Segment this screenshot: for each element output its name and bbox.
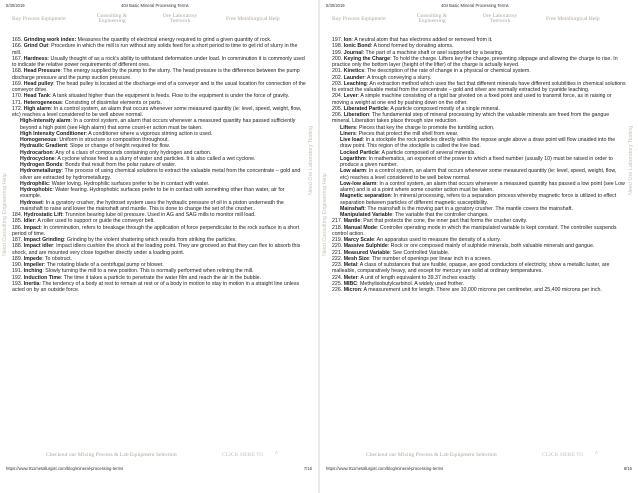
nav-free-metallurgical-help[interactable]: Free Metallurgical Help	[226, 16, 280, 22]
term-name: Mesh Size	[343, 255, 370, 262]
term-definition: : In a control system, an alarm that occurs whenever some measured quantity (ie: level, speed, weight, flow, etc) reaches a level considered to be well below normal.	[340, 168, 617, 181]
term-name: High alarm	[23, 105, 51, 112]
term-number: 206.	[332, 112, 343, 118]
print-header	[6, 3, 312, 11]
term-definition: : Slowly turning the mill to a new position. This is normally performed when relining the mill.	[42, 268, 254, 275]
term-definition: : Procedure in which the mill is run without any solids feed for a short period to time to get rid of slurry in the mill.	[12, 43, 298, 56]
term-number: 198.	[332, 43, 343, 50]
term-number: 169.	[12, 80, 23, 87]
nav-buy-process-equipment[interactable]: Buy Process Equipment	[12, 16, 66, 22]
term-name: Kinetics	[343, 68, 365, 75]
term-name: Grind Out	[23, 43, 49, 50]
page-7	[0, 0, 318, 493]
term-number: 168.	[12, 68, 23, 75]
side-tab-laboratory[interactable]: Need Ore Laboratory Testing	[308, 125, 314, 195]
term-entry	[332, 225, 626, 238]
term-entry	[332, 81, 626, 94]
term-definition: Measures the quantity of electrical energy required to grind a given quantity of rock.	[76, 37, 272, 43]
side-tab-laboratory[interactable]: Need Ore Laboratory Testing	[628, 125, 634, 195]
term-name: Liners	[340, 130, 356, 137]
term-name: Head Pressure	[23, 68, 61, 75]
term-name: Hydrophobic	[20, 187, 53, 193]
term-number: 193.	[12, 280, 23, 287]
term-entry	[332, 137, 626, 150]
term-name: Locked Particle	[340, 149, 379, 156]
term-name: Measured Variable	[343, 249, 390, 256]
term-definition: : Impact idlers cushion the shock at the loading point. They are grooved so that they can flex to absorb this shock, and are mounted very close together directly under a loading point.	[12, 243, 301, 256]
term-name: Low alarm	[340, 168, 366, 175]
term-definition: : A trough conveying a slurry.	[364, 74, 432, 81]
term-definition: : The variable that the controller changes.	[392, 212, 489, 218]
term-name: Grinding work index:	[23, 37, 77, 43]
term-name: Hydrocarbon	[20, 149, 53, 156]
print-date: 5/30/2019	[6, 3, 25, 8]
print-footer	[6, 466, 312, 474]
term-number: 170.	[12, 93, 23, 100]
term-entry	[12, 225, 306, 238]
term-number: 204.	[332, 93, 343, 100]
term-name: Meter	[343, 274, 358, 281]
term-definition: : The description of the rate of change in a physical or chemical system.	[364, 68, 531, 75]
cta-click-here[interactable]: CLICK HERE TO	[542, 452, 584, 458]
print-url: https://www.911metallurgist.com/blog/mineral-processing-terms	[326, 466, 444, 471]
term-name: Logarithm	[340, 155, 366, 162]
nav-consulting-engineering[interactable]: Consulting & Engineering	[96, 13, 128, 25]
term-number: 187.	[12, 237, 23, 243]
terms-entries	[12, 37, 306, 293]
term-number: 202.	[332, 74, 343, 81]
term-name: Massive Sulphide	[343, 243, 388, 250]
term-entry	[12, 68, 306, 81]
term-definition: : In a control system, an alarm that occurs whenever some measured quantity (ie: level, speed, weight, flow, etc) reaches a level considered to be well above normal.	[12, 105, 302, 118]
site-nav	[320, 12, 638, 28]
term-name: High-intensity alarm	[20, 118, 71, 125]
term-definition: : Slope or change of height required for flow.	[66, 143, 171, 150]
term-name: Head pulley	[23, 80, 54, 87]
term-name: Inching	[23, 268, 43, 275]
term-definition: : Grinding by the violent shattering which results from striking the particles.	[63, 237, 237, 243]
terms-list	[332, 37, 626, 293]
term-number: 205.	[332, 105, 343, 112]
term-number: 217.	[332, 218, 343, 225]
term-definition: : The rotating blade of a centrifugal pump or blower.	[43, 262, 164, 268]
term-number: 189.	[12, 255, 23, 262]
nav-consulting-engineering[interactable]: Consulting & Engineering	[416, 13, 448, 25]
term-name: Launder	[343, 74, 365, 81]
term-name: Leaching	[343, 80, 367, 87]
term-definition: : To hold the charge. Lifters key the charge, preventing slippage and allowing the charge to rise. In practice only the bottom layer (height of the lifter) of the charge is actually keyed.	[332, 55, 618, 68]
term-definition: : The mainshaft is the moving part in a gyratory crusher. The mantle covers the mainshaft.	[364, 205, 573, 212]
print-page-number: 7/16	[303, 466, 312, 471]
term-entry	[12, 56, 306, 69]
term-entry	[332, 93, 626, 106]
term-definition: : See Controlled Variable.	[389, 249, 450, 256]
term-entry	[12, 200, 306, 213]
term-definition: : Trunnion bearing lube oil pressure. Used in AG and SAG mills to monitor mill load.	[62, 212, 256, 218]
term-name: Hydraulic Gradient	[20, 143, 67, 150]
term-name: Heterogeneous	[23, 99, 62, 106]
term-name: Lifters	[340, 124, 357, 131]
term-entry	[332, 112, 626, 125]
term-definition: : The energy supplied by the pump to the slurry. The head pressure is the difference between the pump discharge pressure and the pump suction pressure.	[12, 68, 300, 81]
side-tab-consulting[interactable]: Need Consulting Engineering Help	[2, 173, 8, 257]
term-definition: : Bonds that result from the polar nature of water.	[62, 162, 177, 168]
term-definition: : A simple machine consisting of a rigid bar pivoted on a fixed point and used to transmit force, as in raising or moving a weight at one end by pushing down on the other.	[332, 93, 612, 106]
cta-mixing-link[interactable]: Checkout our Mixing Process & Lab Equipment Selection	[46, 452, 177, 458]
term-name: Hydrophilic	[20, 180, 49, 187]
term-number: 192.	[12, 274, 23, 281]
term-definition: : Part that protects the cone, the inner part that forms the crusher cavity.	[360, 218, 528, 225]
cta-mixing-link[interactable]: Checkout our Mixing Process & Lab Equipment Selection	[366, 452, 497, 458]
site-nav	[0, 12, 318, 28]
term-number: 185.	[12, 218, 23, 225]
term-name: Head Tank	[23, 93, 50, 100]
term-name: Magnetic separation	[340, 193, 391, 200]
term-name: Manipulated Variable	[340, 212, 393, 218]
term-definition: : A unit of length equivalent to 39.37 inches exactly.	[357, 274, 477, 281]
term-entry	[12, 118, 306, 131]
term-name: Live load	[340, 137, 363, 143]
term-name: Hardness	[23, 55, 48, 62]
term-number: 188.	[12, 243, 23, 250]
term-number: 201.	[332, 68, 343, 75]
print-title: 404 Basic Mineral Processing Terms	[441, 3, 509, 8]
print-title: 404 Basic Mineral Processing Terms	[121, 3, 189, 8]
term-definition: : In a control system, an alarm that occurs whenever a measured quantity has passed sufficiently beyond a high point (see High alarm) that some count-er action must be taken.	[20, 118, 296, 131]
cta-click-here[interactable]: CLICK HERE TO	[222, 452, 264, 458]
term-definition: : The part of a machine shaft or axel supported by a bearing.	[362, 49, 504, 56]
term-definition: : A roller used to support or guide the conveyor belt.	[34, 218, 155, 225]
term-definition: : The process of using chemical solutions to extract the valuable metal from the concentrate – gold and silver are extracted by hydrometallurgy.	[20, 168, 301, 181]
term-name: Metal	[343, 262, 358, 268]
term-entry	[332, 56, 626, 69]
term-number: 184.	[12, 212, 23, 218]
terms-entries	[332, 37, 626, 293]
term-definition: : A particle composed of several minerals.	[378, 149, 476, 156]
term-name: Journal	[343, 49, 363, 56]
term-entry	[12, 168, 306, 181]
term-name: Impede	[23, 255, 43, 262]
term-number: 220.	[332, 243, 343, 250]
term-name: Hydrogen Bonds	[20, 162, 63, 168]
term-definition: : In mineral processing, refers to a separation process whereby magnetic force is utilized to effect separation between particles of different magnetic susceptibility.	[340, 193, 617, 206]
term-number: 197.	[332, 37, 343, 43]
nav-free-metallurgical-help[interactable]: Free Metallurgical Help	[546, 16, 600, 22]
term-name: High Intensity Conditioner	[20, 130, 86, 137]
term-name: MIBC	[343, 280, 358, 287]
term-definition: : A tank situated higher than the equipment is feeds. Flow to the equipment is under the force of gravity.	[49, 93, 290, 100]
term-entry	[12, 106, 306, 119]
term-number: 225.	[332, 280, 343, 287]
term-name: Low-low alarm	[340, 180, 377, 187]
term-name: Idler	[23, 218, 35, 225]
term-entry	[332, 181, 626, 194]
term-definition: : A conditioner where a vigorous stirring action is used.	[85, 130, 213, 137]
side-tab-consulting[interactable]: Need Consulting Engineering Help	[322, 173, 328, 257]
term-name: Keying the Charge	[343, 55, 391, 62]
term-definition: : Pieces that protect the mill shell from wear.	[355, 130, 459, 137]
term-definition: : A measurement unit for length. There are 10,000 microns per centimeter, and 25,400 microns per inch.	[360, 287, 602, 293]
term-number: 203.	[332, 80, 343, 87]
term-definition: : A neutral atom that has electrons added or removed from it.	[351, 37, 493, 43]
term-definition: : Usually thought of as a rock's ability to withstand deformation under load. In comminution it is commonly used to indicate the relative power requirements of different ores.	[12, 55, 305, 68]
term-name: Induction Time	[23, 274, 61, 281]
term-definition: : A class of substances that are fusible, opaque, are good conductors of electricity, show a metallic luster, are malleable, comparatively heavy, and except for mercury are solid at ordinary temperatures.	[332, 262, 610, 275]
term-entry	[12, 187, 306, 200]
term-name: Impact Grinding	[23, 237, 64, 243]
term-definition: : To obstruct.	[42, 255, 73, 262]
term-number: 167.	[12, 55, 23, 62]
term-name: Hydroset	[20, 199, 43, 206]
cta-bar	[320, 452, 638, 462]
term-name: Inertia	[23, 280, 40, 287]
term-name: Liberated Particle	[343, 105, 388, 112]
term-entry	[12, 81, 306, 94]
term-name: Impact idler	[23, 243, 54, 250]
term-name: Ion	[343, 37, 352, 43]
term-number: 222.	[332, 255, 343, 262]
term-definition: : Pieces that key the charge to promote the tumbling action.	[356, 124, 495, 131]
nav-ore-laboratory-testwork[interactable]: Ore Laboratory Testwork	[162, 13, 198, 25]
term-definition: : A bond formed by donating atoms.	[370, 43, 454, 50]
term-definition: : Methylisobutylcarbinol. A widely used frother.	[357, 280, 465, 287]
term-definition: : Controller operating mode in which the manipulated variable is kept constant. The controller suspends control action.	[332, 224, 617, 237]
term-name: Homogeneous	[20, 137, 57, 143]
nav-ore-laboratory-testwork[interactable]: Ore Laboratory Testwork	[482, 13, 518, 25]
term-name: Hydrostatic Lift	[23, 212, 63, 218]
term-definition: : An extraction method which uses the fact that different minerals have different solubilities in chemical solutions to extract the valuable metal from the concentrate – gold and silver are normally extracted by cyanide leaching.	[332, 80, 626, 93]
term-entry	[332, 156, 626, 169]
term-definition: : Water fearing. Hydrophobic surfaces prefer to be in contact with something other than water, air for example.	[20, 187, 285, 200]
term-number: 165.	[12, 37, 23, 43]
term-definition: : The number of openings per linear inch in a screen.	[369, 255, 492, 262]
term-definition: : Consisting of dissimilar elements or parts.	[61, 99, 162, 106]
term-definition: : The head pulley is located at the discharge end of a conveyor and is the usual location for connection of the conveyor drive.	[12, 80, 306, 93]
term-number: 191.	[12, 268, 23, 275]
term-number: 171.	[12, 99, 23, 106]
term-definition: : Any of a class of compounds containing only hydrogen and carbon.	[52, 149, 212, 156]
term-name: Ionic Bond	[343, 43, 371, 50]
cta-bar	[0, 452, 318, 462]
term-name: Manual Mode	[343, 224, 377, 231]
term-entry	[332, 193, 626, 206]
term-number: 166.	[12, 43, 23, 50]
term-name: Mainshaft	[340, 205, 365, 212]
term-number: 200.	[332, 55, 343, 62]
term-name: Liberation	[343, 112, 370, 118]
term-name: Marcy Scale	[343, 237, 375, 243]
term-number: 223.	[332, 262, 343, 268]
term-definition: : In a stockpile the rock particles directly within the repose angle above a draw point will flow unaided into the draw point. This region of the stockpile is called the live load.	[340, 137, 616, 150]
term-number: 186.	[12, 224, 23, 231]
caret-up-icon[interactable]: ^	[595, 451, 598, 457]
term-definition: : The fundamental step of mineral processing by which the valuable minerals are freed from the gangue mineral. Liberation takes place through size reduction.	[332, 112, 610, 125]
term-entry	[12, 243, 306, 256]
print-date: 5/30/2019	[326, 3, 345, 8]
nav-buy-process-equipment[interactable]: Buy Process Equipment	[332, 16, 386, 22]
term-entry	[12, 43, 306, 56]
print-page-number: 8/16	[623, 466, 632, 471]
term-definition: : The time it takes a particle to penetrate the water film and reach the air in the bubble.	[60, 274, 262, 281]
print-url: https://www.911metallurgist.com/blog/mineral-processing-terms	[6, 466, 124, 471]
print-header	[326, 3, 632, 11]
term-number: 218.	[332, 224, 343, 231]
term-number: 226.	[332, 287, 343, 293]
term-name: Impeller	[23, 262, 44, 268]
term-definition: : In mathematics, an exponent of the power to which a fixed number (usually 10) must be raised in order to produce a given number.	[340, 155, 613, 168]
term-number: 221.	[332, 249, 343, 256]
term-definition: : Water loving. Hydrophilic surfaces prefer to be in contact with water.	[48, 180, 210, 187]
term-name: Impact	[23, 224, 41, 231]
term-definition: : An apparatus used to measure the density of a slurry.	[374, 237, 501, 243]
term-number: 224.	[332, 274, 343, 281]
term-entry	[332, 287, 626, 293]
term-number: 190.	[12, 262, 23, 268]
term-name: Mantle	[343, 218, 361, 225]
term-name: Micron	[343, 287, 361, 293]
term-definition: : Rock or ore composed mainly of sulphide minerals, both valuable minerals and gangue.	[387, 243, 595, 250]
term-entry	[332, 262, 626, 275]
term-definition: : In a gyratory crusher, the hydroset system uses the hydraulic pressure of oil in a piston underneath the mainshaft to raise and lower the mainshaft and mantle. This is done to change the set of the crusher..	[20, 199, 284, 212]
term-number: 199.	[332, 49, 343, 56]
term-number: 172.	[12, 105, 23, 112]
term-name: Hydrocyclone	[20, 155, 55, 162]
term-definition: : Uniform in structure or composition throughout.	[56, 137, 169, 143]
page-8	[320, 0, 638, 493]
print-footer	[326, 466, 632, 474]
term-definition: : A cyclone whose feed is a slurry of water and particles. It is also called a wet cyclone.	[54, 155, 256, 162]
term-number: 219.	[332, 237, 343, 243]
term-entry	[12, 281, 306, 294]
term-name: Lever	[343, 93, 358, 100]
term-definition: : In a control system, an alarm that occurs whenever a measured quantity has passed a low point (see Low alarm) and is at a point where some counter action must be taken.	[340, 180, 625, 193]
caret-up-icon[interactable]: ^	[275, 451, 278, 457]
terms-list	[12, 37, 306, 293]
term-definition: : The tendency of a body at rest to remain at rest or of a body in motion to stay in motion in a straight line unless acted on by an outside force.	[12, 280, 300, 293]
term-definition: : A particle composed mostly of a single mineral.	[387, 105, 500, 112]
term-name: Hydrometallurgy	[20, 168, 62, 175]
term-definition: : In comminution, refers to breakage through the application of force perpendicular to the rock surface in a short period of time.	[12, 224, 300, 237]
term-entry	[332, 168, 626, 181]
